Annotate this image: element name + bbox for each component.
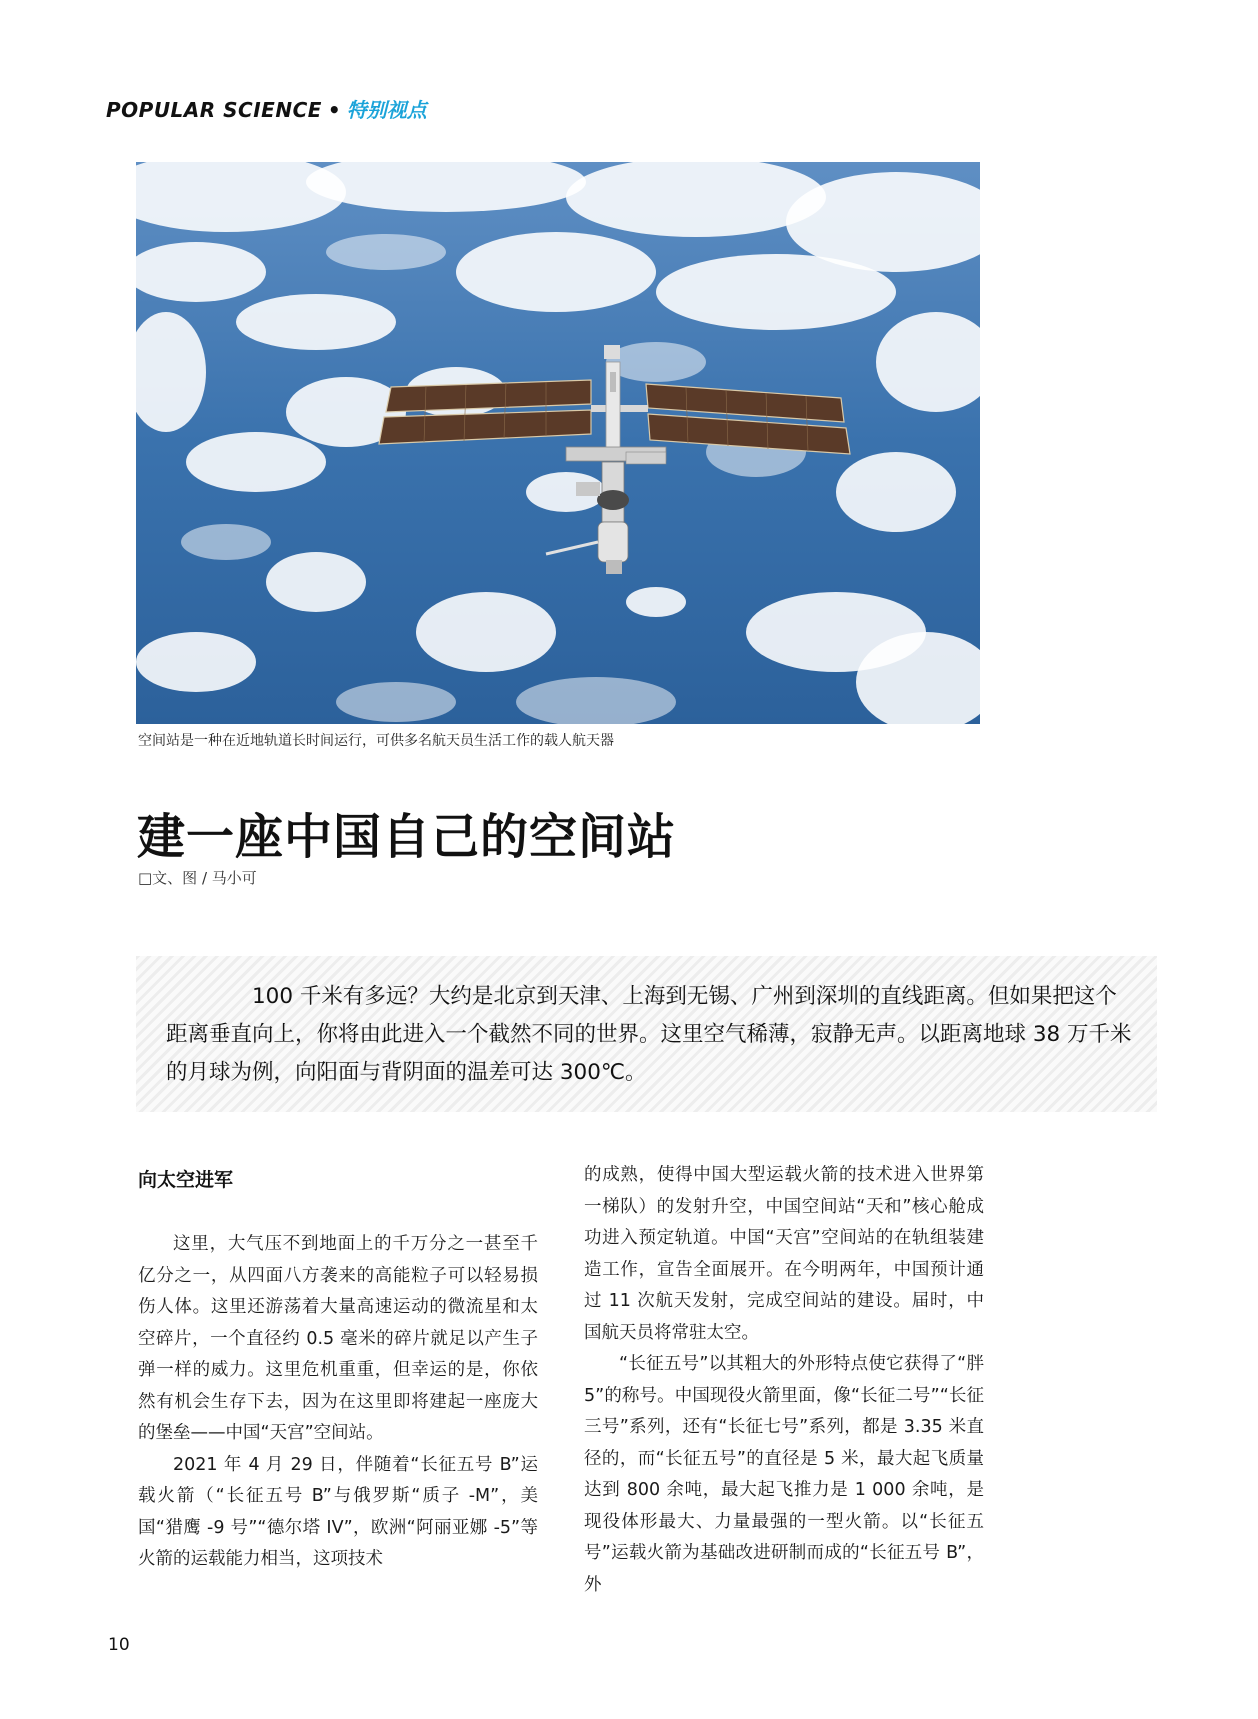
body-paragraph: 2021 年 4 月 29 日，伴随着“长征五号 B”运载火箭（“长征五号 B”与俄罗斯“质子 -M”，美国“猎鹰 -9 号”“德尔塔 IV”，欧洲“阿丽亚娜 -5”等火箭的运载能力相当，这项技术: [138, 1454, 538, 1569]
header-section-name: 特别视点: [346, 98, 427, 122]
body-paragraph: “长征五号”以其粗大的外形特点使它获得了“胖 5”的称号。中国现役火箭里面，像“长征二号”“长征三号”系列，还有“长征七号”系列，都是 3.35 米直径的，而“长征五号”的直径是 5 米，最大起飞质量达到 800 余吨，最大起飞推力是 1 000 余吨，是现役体形最大、力量最强的一型火箭。以“长征五号”运载火箭为基础改进研制而成的“长征五号 B”，外: [584, 1354, 984, 1595]
space-station-photo: [136, 162, 980, 724]
article-byline: □文、图 / 马小可: [138, 869, 257, 887]
right-column: [584, 1160, 984, 1601]
left-column: [138, 1165, 538, 1576]
page-number: 10: [108, 1635, 130, 1655]
photo-caption: 空间站是一种在近地轨道长时间运行，可供多名航天员生活工作的载人航天器: [138, 733, 614, 749]
running-header: [106, 94, 427, 123]
space-station-image: [136, 162, 980, 724]
body-paragraph: 的成熟，使得中国大型运载火箭的技术进入世界第一梯队）的发射升空，中国空间站“天和”核心舱成功进入预定轨道。中国“天宫”空间站的在轨组装建造工作，宣告全面展开。在今明两年，中国预计通过 11 次航天发射，完成空间站的建设。届时，中国航天员将常驻太空。: [584, 1165, 984, 1343]
article-title: 建一座中国自己的空间站: [137, 809, 677, 865]
section-heading: 向太空进军: [138, 1169, 234, 1191]
lead-paragraph: 100 千米有多远？大约是北京到天津、上海到无锡、广州到深圳的直线距离。但如果把这个距离垂直向上，你将由此进入一个截然不同的世界。这里空气稀薄，寂静无声。以距离地球 38 万千米的月球为例，向阳面与背阴面的温差可达 300℃。: [166, 984, 1132, 1085]
header-separator: •: [327, 98, 341, 122]
body-paragraph: 这里，大气压不到地面上的千万分之一甚至千亿分之一，从四面八方袭来的高能粒子可以轻易损伤人体。这里还游荡着大量高速运动的微流星和太空碎片，一个直径约 0.5 毫米的碎片就足以产生子弹一样的威力。这里危机重重，但幸运的是，你依然有机会生存下去，因为在这里即将建起一座庞大的堡垒——中国“天宫”空间站。: [138, 1234, 538, 1443]
header-magazine-name: POPULAR SCIENCE: [106, 98, 322, 122]
lead-box: [136, 956, 1157, 1112]
